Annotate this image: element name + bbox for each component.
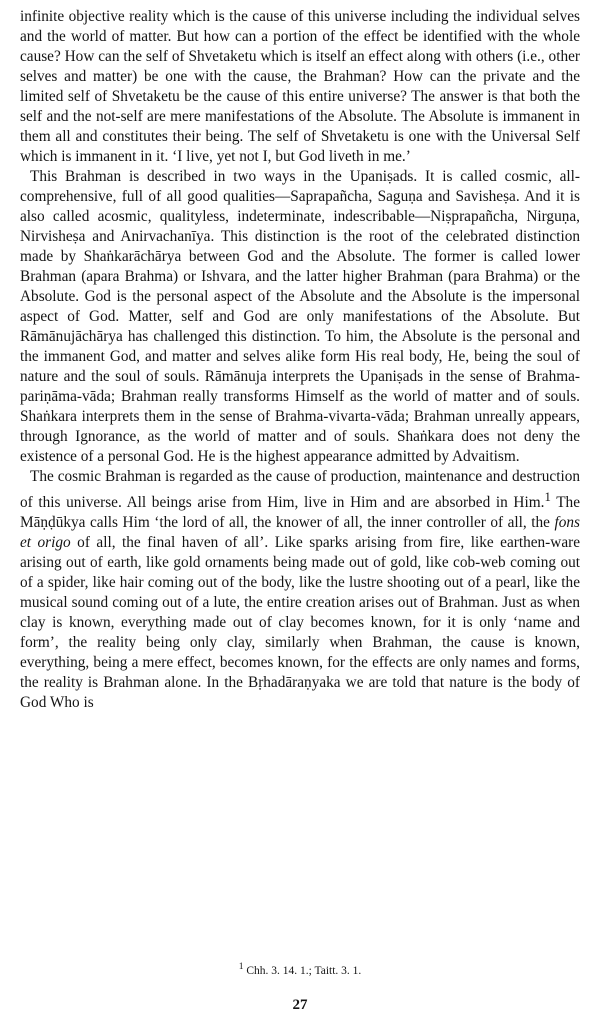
footnote-marker: 1 — [238, 961, 244, 972]
footnote-text: Chh. 3. 14. 1.; Taitt. 3. 1. — [243, 964, 362, 977]
paragraph-3-part-2: The Māṇḍūkya calls Him ‘the lord of all, the knower of all, the inner controller of all, the — [20, 494, 580, 532]
paragraph-1: infinite objective reality which is the cause of this universe including the individual selves and the world of matter. But how can a portion of the effect be identified with the whole cause? How can the self of Shvetaketu which is itself an effect along with others (i.e., other selves and matter) be one with the cause, the Brahman? How can the private and the limited self of Shvetaketu be the cause of this entire universe? The answer is that both the self and the not-self are mere manifestations of the Absolute. The Absolute is immanent in them all and constitutes their being. The self of Shvetaketu is one with the Universal Self which is immanent in it. ‘I live, yet not I, but God liveth in me.’ — [20, 8, 580, 165]
footnote-reference[interactable]: 1 — [544, 490, 551, 504]
paragraph-3-part-1: The cosmic Brahman is regarded as the cause of production, maintenance and destruction of this universe. All beings arise from Him, live in Him and are absorbed in Him. — [20, 468, 580, 512]
latin-phrase: fons et origo — [20, 514, 580, 552]
footnote — [0, 960, 600, 978]
paragraph-3 — [20, 467, 580, 713]
page-number: 27 — [292, 997, 308, 1013]
paragraph-3-part-3: of all, the final haven of all’. Like sparks arising from fire, like earthen-ware arising out of earth, like gold ornaments being made out of gold, like cob-web coming out of a spider, like hair coming out of the body, like the lustre shooting out of a pearl, like the musical sound coming out of a lute, the entire creation arises out of Brahman. Just as when clay is known, everything made out of clay becomes known, for it is only ‘name and form’, the reality being only clay, similarly when Brahman, the cause is known, everything, being a mere effect, becomes known, for the effects are only names and forms, the reality is Brahman alone. In the Bṛhadāraṇyaka we are told that nature is the body of God Who is — [20, 534, 580, 712]
paragraph-2: This Brahman is described in two ways in the Upaniṣads. It is called cosmic, all-comprehensive, full of all good qualities—Saprapañcha, Saguṇa and Savisheṣa. And it is also called acosmic, qualityless, indeterminate, indescribable—Niṣprapañcha, Nirguṇa, Nirvisheṣa and Anirvachanīya. This distinction is the root of the celebrated distinction made by Shaṅkarāchārya between God and the Absolute. The former is called lower Brahman (apara Brahma) or Ishvara, and the latter higher Brahman (para Brahma) or the Absolute. God is the personal aspect of the Absolute and the Absolute is the impersonal aspect of God. Matter, self and God are only manifestations of the Absolute. But Rāmānujāchārya has challenged this distinction. To him, the Absolute is the personal and the immanent God, and matter and selves alike form His real body, He, being the soul of nature and the soul of souls. Rāmānuja interprets the Upaniṣads in the sense of Brahma-pariṇāma-vāda; Brahman really transforms Himself as the world of matter and of souls. Shaṅkara interprets them in the sense of Brahma-vivarta-vāda; Brahman unreally appears, through Ignorance, as the world of matter and of souls. Shaṅkara does not deny the existence of a personal God. He is the highest appearance admitted by Advaitism. — [20, 168, 580, 465]
body-text — [20, 7, 580, 713]
